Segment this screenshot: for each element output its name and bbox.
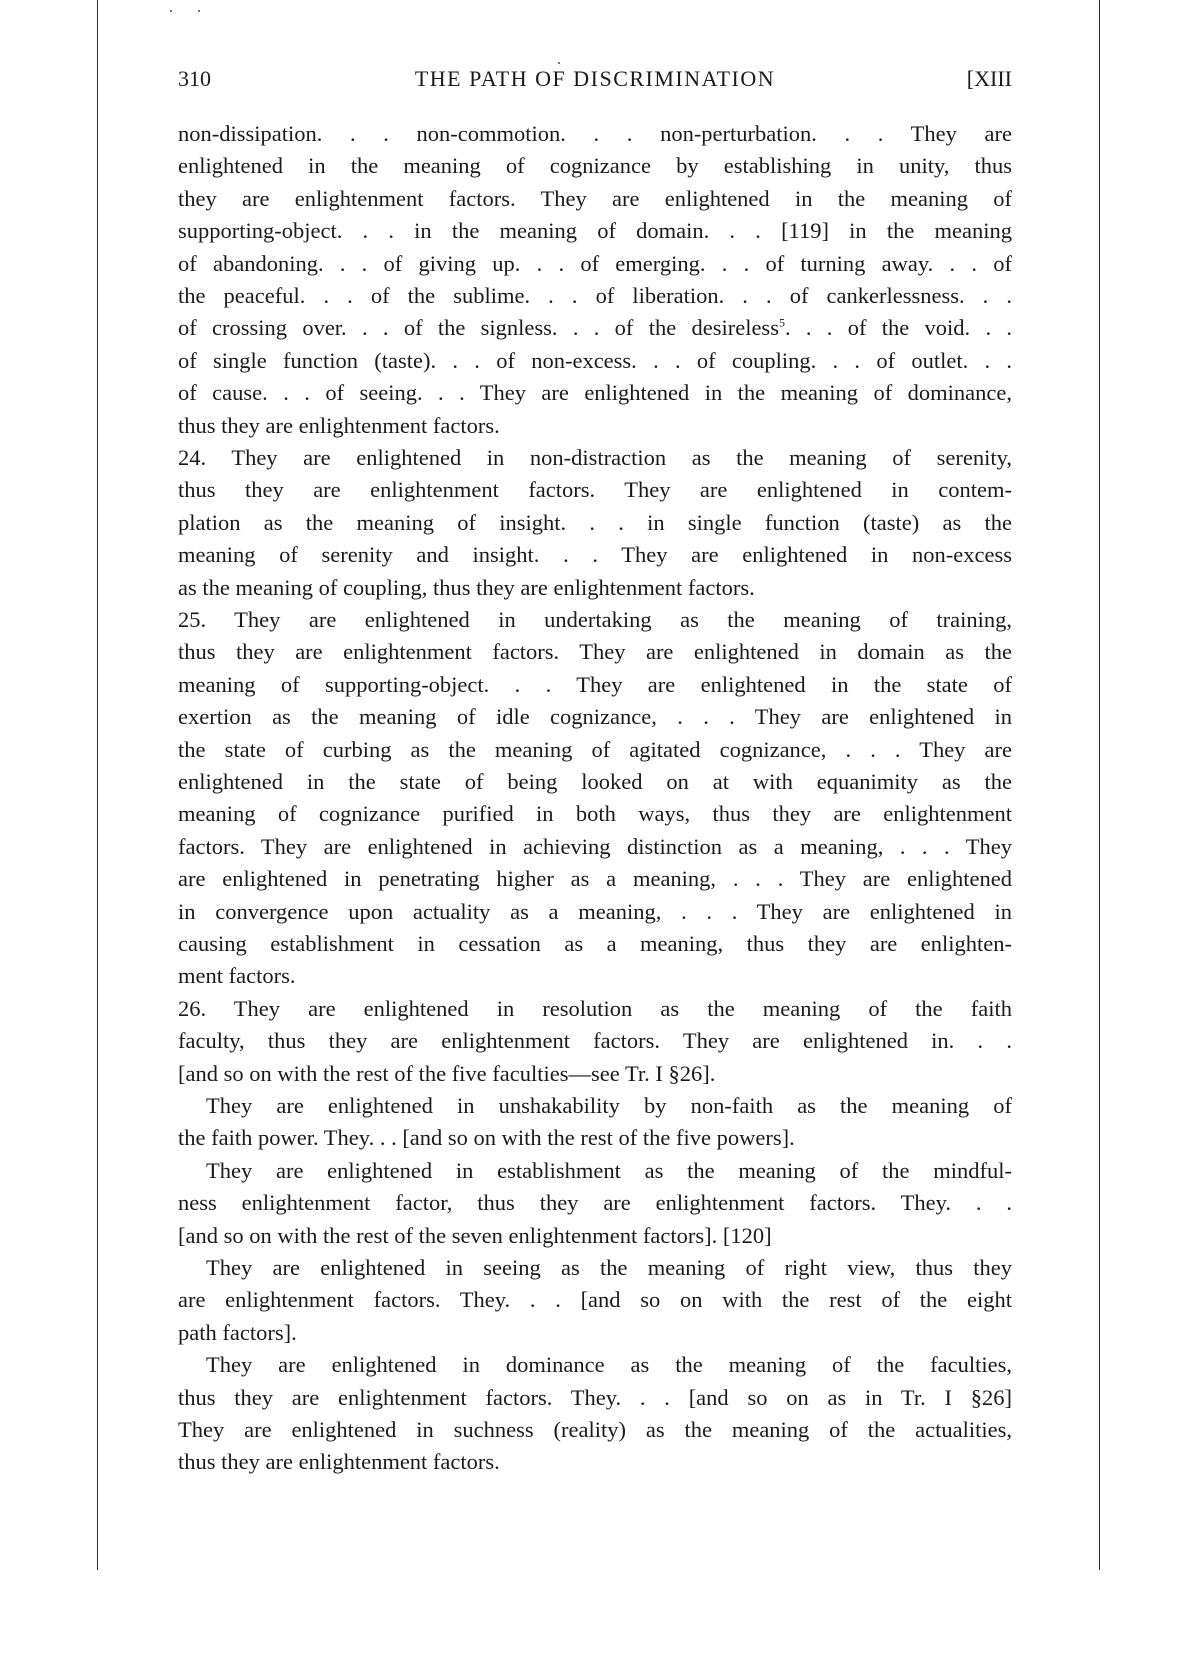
text-line: path factors]. <box>178 1319 297 1345</box>
text-line: ment factors. <box>178 963 296 989</box>
text-line: faculty, thus they are enlightenment factors. They are enlightened in. . . <box>178 1028 1012 1054</box>
text-line: meaning of supporting-object. . . They are enlightened in the state of <box>178 671 1012 697</box>
page-number: 310 <box>178 66 211 91</box>
footnote-marker: 5 <box>778 315 785 330</box>
text-line: thus they are enlightenment factors. They. . . [and so on as in Tr. I §26] <box>178 1384 1012 1410</box>
text-line: of cause. . . of seeing. . . They are enlightened in the meaning of dominance, <box>178 380 1012 406</box>
text-line: non-dissipation. . . non-commotion. . . non-perturbation. . . They are <box>178 121 1012 146</box>
text-line: [and so on with the rest of the seven enlightenment factors]. [120] <box>178 1222 772 1248</box>
text-line: the faith power. They. . . [and so on with the rest of the five powers]. <box>178 1125 795 1151</box>
text-line: the peaceful. . . of the sublime. . . of liberation. . . of cankerlessness. . . <box>178 283 1012 308</box>
text-line: of single function (taste). . . of non-excess. . . of coupling. . . of outlet. . . <box>178 347 1012 373</box>
text-line: 26. They are enlightened in resolution as the meaning of the faith <box>178 995 1012 1021</box>
text-line: 25. They are enlightened in undertaking as the meaning of training, <box>178 607 1012 632</box>
text-line: are enlightenment factors. They. . . [and so on with the rest of the eight <box>178 1287 1012 1313</box>
running-title: THE PATH OF DISCRIMINATION <box>414 66 776 91</box>
text-line: in convergence upon actuality as a meaning, . . . They are enlightened in <box>178 898 1012 924</box>
text-line: 24. They are enlightened in non-distraction as the meaning of serenity, <box>178 445 1012 470</box>
chapter-marker: [XIII <box>966 66 1012 91</box>
text-line: are enlightened in penetrating higher as a meaning, . . . They are enlightened <box>178 866 1012 892</box>
text-line: thus they are enlightenment factors. <box>178 1449 500 1475</box>
text-line: factors. They are enlightened in achieving distinction as a meaning, . . . They <box>178 833 1012 859</box>
text-line: ness enlightenment factor, thus they are enlightenment factors. They. . . <box>178 1190 1012 1216</box>
text-line: plation as the meaning of insight. . . in single function (taste) as the <box>178 509 1012 535</box>
scan-edge-right <box>1099 0 1100 1570</box>
text-line: of abandoning. . . of giving up. . . of emerging. . . of turning away. . . of <box>178 250 1012 276</box>
text-line: enlightened in the meaning of cognizance by establishing in unity, thus <box>178 153 1012 179</box>
text-line: supporting-object. . . in the meaning of domain. . . [119] in the meaning <box>178 218 1012 244</box>
text-line: meaning of serenity and insight. . . They are enlightened in non-excess <box>178 542 1012 568</box>
text-line: thus they are enlightenment factors. They are enlightened in contem- <box>178 477 1012 503</box>
scan-speck <box>170 10 172 12</box>
text-line: causing establishment in cessation as a meaning, thus they are enlighten- <box>178 931 1012 956</box>
text-line: enlightened in the state of being looked on at with equanimity as the <box>178 769 1012 794</box>
text-line: They are enlightened in seeing as the meaning of right view, thus they <box>206 1255 1012 1280</box>
text-line: They are enlightened in unshakability by non-faith as the meaning of <box>206 1093 1012 1118</box>
text-line: meaning of cognizance purified in both ways, thus they are enlightenment <box>178 801 1012 827</box>
text-line: as the meaning of coupling, thus they are enlightenment factors. <box>178 574 755 600</box>
scan-speck <box>198 10 200 12</box>
text-line: [and so on with the rest of the five faculties—see Tr. I §26]. <box>178 1060 716 1086</box>
scan-speck <box>558 62 560 64</box>
scan-edge-left <box>97 0 98 1570</box>
running-header <box>178 66 1012 100</box>
text-line: thus they are enlightenment factors. They are enlightened in domain as the <box>178 639 1012 665</box>
text-line: thus they are enlightenment factors. <box>178 412 500 438</box>
text-line: exertion as the meaning of idle cognizance, . . . They are enlightened in <box>178 704 1012 730</box>
text-line: the state of curbing as the meaning of agitated cognizance, . . . They are <box>178 736 1012 762</box>
text-line: they are enlightenment factors. They are enlightened in the meaning of <box>178 185 1012 211</box>
text-line: of crossing over. . . of the signless. . . of the desireless$^5$. . . of the void. . . <box>178 315 1012 341</box>
text-line: They are enlightened in dominance as the meaning of the faculties, <box>206 1352 1012 1378</box>
text-line: They are enlightened in establishment as the meaning of the mindful- <box>206 1157 1012 1183</box>
text-line: They are enlightened in suchness (reality) as the meaning of the actualities, <box>178 1417 1012 1442</box>
